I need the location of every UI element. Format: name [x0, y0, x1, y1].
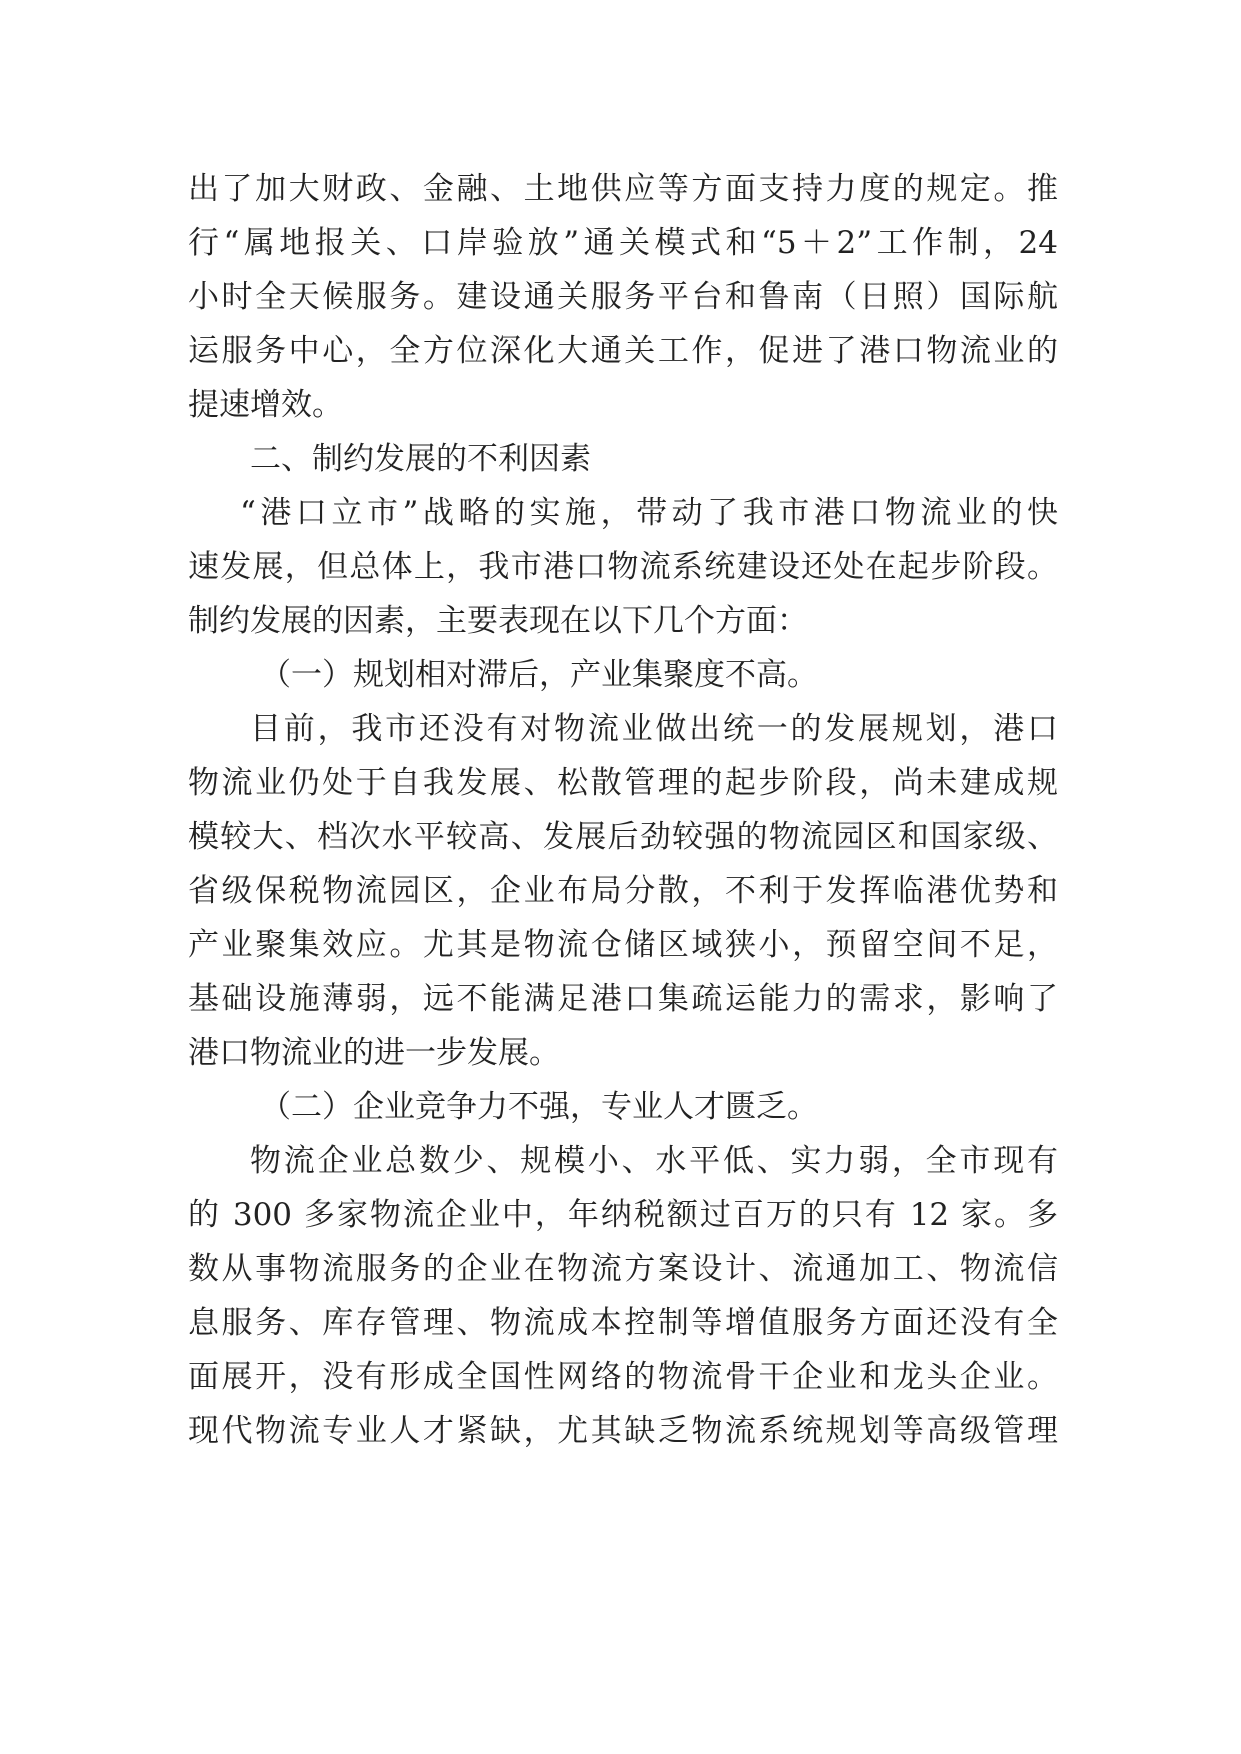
text-line: 息服务、库存管理、物流成本控制等增值服务方面还没有全	[188, 1305, 1058, 1341]
text-line: 基础设施薄弱，远不能满足港口集疏运能力的需求，影响了	[188, 981, 1058, 1017]
body-text	[188, 162, 1058, 1458]
text-line: 省级保税物流园区，企业布局分散，不利于发挥临港优势和	[188, 873, 1058, 909]
text-line: 面展开，没有形成全国性网络的物流骨干企业和龙头企业。	[188, 1359, 1058, 1395]
text-line: “港口立市”战略的实施，带动了我市港口物流业的快	[240, 495, 1058, 531]
text-line: 行“属地报关、口岸验放”通关模式和“5＋2”工作制，24	[188, 225, 1058, 261]
text-line: 现代物流专业人才紧缺，尤其缺乏物流系统规划等高级管理	[188, 1413, 1058, 1449]
text-line: 提速增效。	[188, 387, 343, 423]
text-line: 目前，我市还没有对物流业做出统一的发展规划，港口	[250, 711, 1058, 747]
text-line: 制约发展的因素，主要表现在以下几个方面：	[188, 603, 808, 639]
text-line: 模较大、档次水平较高、发展后劲较强的物流园区和国家级、	[188, 819, 1058, 855]
text-line: 数从事物流服务的企业在物流方案设计、流通加工、物流信	[188, 1251, 1058, 1287]
text-line: 的 300 多家物流企业中，年纳税额过百万的只有 12 家。多	[188, 1197, 1058, 1233]
text-line: 小时全天候服务。建设通关服务平台和鲁南（日照）国际航	[188, 279, 1058, 315]
subsection-heading: （二）企业竞争力不强，专业人才匮乏。	[260, 1089, 818, 1125]
subsection-heading: （一）规划相对滞后，产业集聚度不高。	[260, 657, 818, 693]
text-line: 出了加大财政、金融、土地供应等方面支持力度的规定。推	[188, 171, 1058, 207]
section-heading: 二、制约发展的不利因素	[250, 441, 591, 477]
text-line: 运服务中心，全方位深化大通关工作，促进了港口物流业的	[188, 333, 1058, 369]
text-line: 物流企业总数少、规模小、水平低、实力弱，全市现有	[250, 1143, 1058, 1179]
text-line: 速发展，但总体上，我市港口物流系统建设还处在起步阶段。	[188, 549, 1058, 585]
text-line: 产业聚集效应。尤其是物流仓储区域狭小，预留空间不足，	[188, 927, 1058, 963]
text-line: 港口物流业的进一步发展。	[188, 1035, 560, 1071]
text-line: 物流业仍处于自我发展、松散管理的起步阶段，尚未建成规	[188, 765, 1058, 801]
